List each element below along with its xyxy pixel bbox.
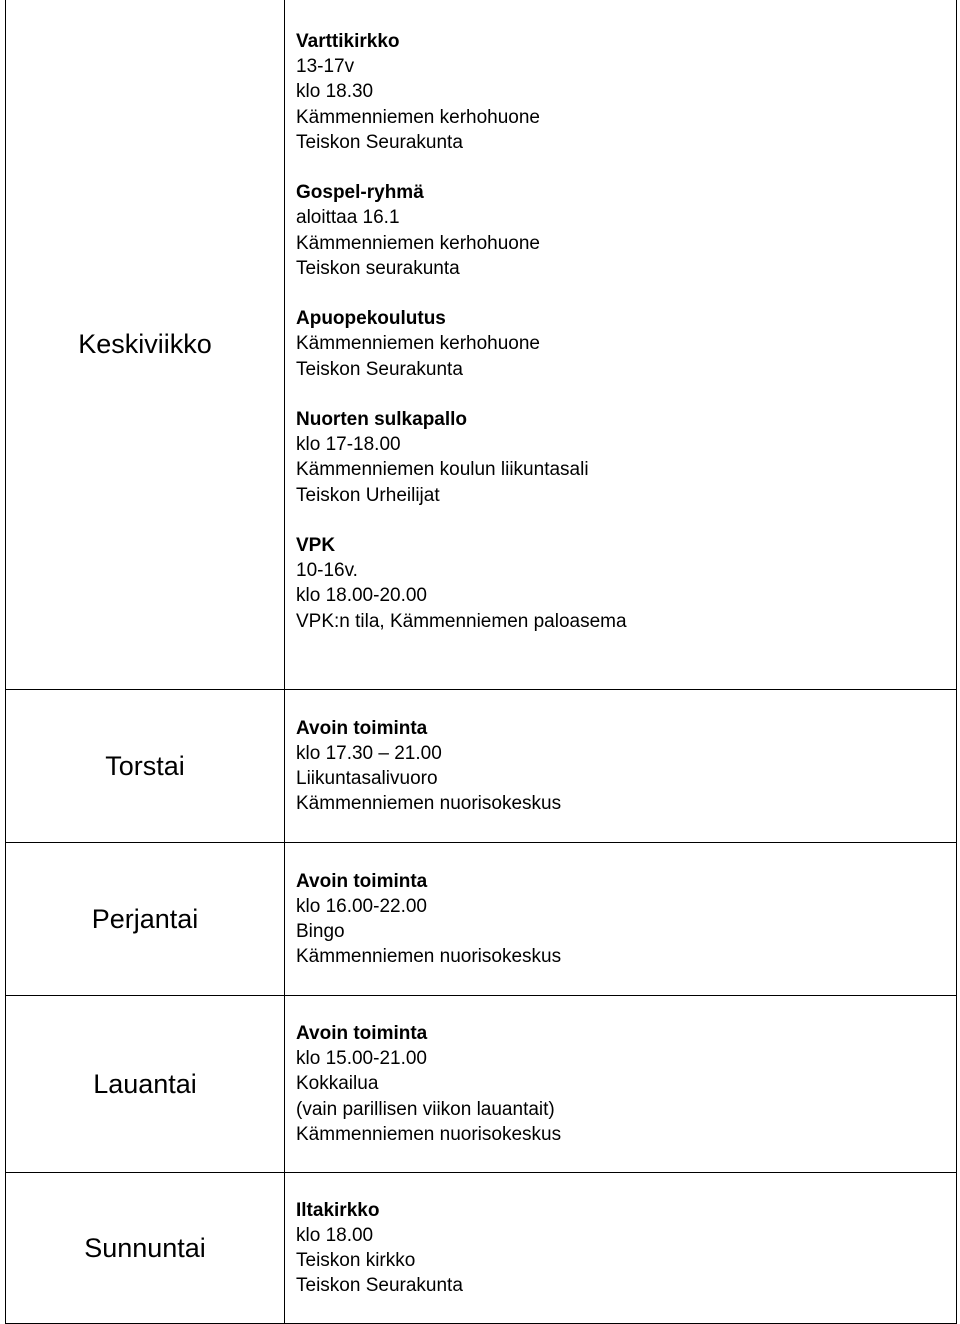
day-name: Torstai [6, 690, 285, 843]
event-detail: 13-17v [296, 56, 355, 78]
day-name: Keskiviikko [6, 0, 285, 690]
schedule-row-keskiviikko [6, 0, 957, 690]
event-title: Gospel-ryhmä [296, 182, 424, 204]
weekly-schedule-table [5, 0, 957, 1324]
event-detail: Kämmenniemen koulun liikuntasali [296, 459, 589, 481]
event-detail: klo 18.00-20.00 [296, 585, 427, 607]
event-item [296, 869, 956, 970]
event-detail: Teiskon Seurakunta [296, 358, 463, 380]
event-item [296, 533, 956, 634]
event-title: Avoin toiminta [296, 717, 428, 739]
events-cell [285, 690, 957, 843]
event-detail: Teiskon Seurakunta [296, 1275, 463, 1297]
event-detail: Kokkailua [296, 1073, 379, 1095]
event-detail: Kämmenniemen kerhohuone [296, 106, 540, 128]
event-detail: VPK:n tila, Kämmenniemen paloasema [296, 610, 627, 632]
schedule-row-sunnuntai [6, 1173, 957, 1324]
event-detail: Teiskon Seurakunta [296, 131, 463, 153]
events-cell [285, 843, 957, 996]
event-title: Apuopekoulutus [296, 308, 446, 330]
event-detail: klo 15.00-21.00 [296, 1048, 427, 1070]
event-detail: Bingo [296, 921, 345, 942]
event-item [296, 1198, 956, 1299]
event-detail: klo 17-18.00 [296, 434, 401, 456]
event-detail: klo 18.30 [296, 81, 374, 103]
events-cell [285, 996, 957, 1173]
day-name: Sunnuntai [6, 1173, 285, 1324]
events-cell [285, 1173, 957, 1324]
events-cell [285, 0, 957, 690]
schedule-row-torstai [6, 690, 957, 843]
event-detail: Kämmenniemen kerhohuone [296, 333, 540, 355]
event-detail: klo 16.00-22.00 [296, 895, 427, 917]
day-name: Lauantai [6, 996, 285, 1173]
event-title: Iltakirkko [296, 1199, 380, 1221]
event-detail: Kämmenniemen nuorisokeskus [296, 1123, 562, 1145]
event-detail: Teiskon Urheilijat [296, 484, 440, 506]
event-detail: klo 18.00 [296, 1224, 374, 1246]
event-title: Avoin toiminta [296, 870, 428, 892]
event-detail: Liikuntasalivuoro [296, 768, 438, 789]
event-item [296, 29, 956, 155]
event-item [296, 1021, 956, 1147]
day-name: Perjantai [6, 843, 285, 996]
event-title: Nuorten sulkapallo [296, 409, 468, 430]
event-item [296, 306, 956, 382]
event-detail: Teiskon kirkko [296, 1250, 416, 1271]
event-title: Avoin toiminta [296, 1022, 428, 1044]
event-title: VPK [296, 535, 336, 556]
schedule-row-perjantai [6, 843, 957, 996]
event-detail: 10-16v. [296, 560, 358, 582]
event-title: Varttikirkko [296, 31, 400, 52]
event-item [296, 716, 956, 817]
event-detail: Kämmenniemen nuorisokeskus [296, 946, 562, 968]
event-detail: (vain parillisen viikon lauantait) [296, 1098, 555, 1120]
event-detail: aloittaa 16.1 [296, 207, 400, 229]
schedule-row-lauantai [6, 996, 957, 1173]
event-detail: Kämmenniemen nuorisokeskus [296, 793, 562, 815]
event-detail: klo 17.30 – 21.00 [296, 742, 442, 764]
event-item [296, 180, 956, 281]
event-detail: Teiskon seurakunta [296, 257, 460, 279]
event-item [296, 407, 956, 508]
event-detail: Kämmenniemen kerhohuone [296, 232, 540, 254]
